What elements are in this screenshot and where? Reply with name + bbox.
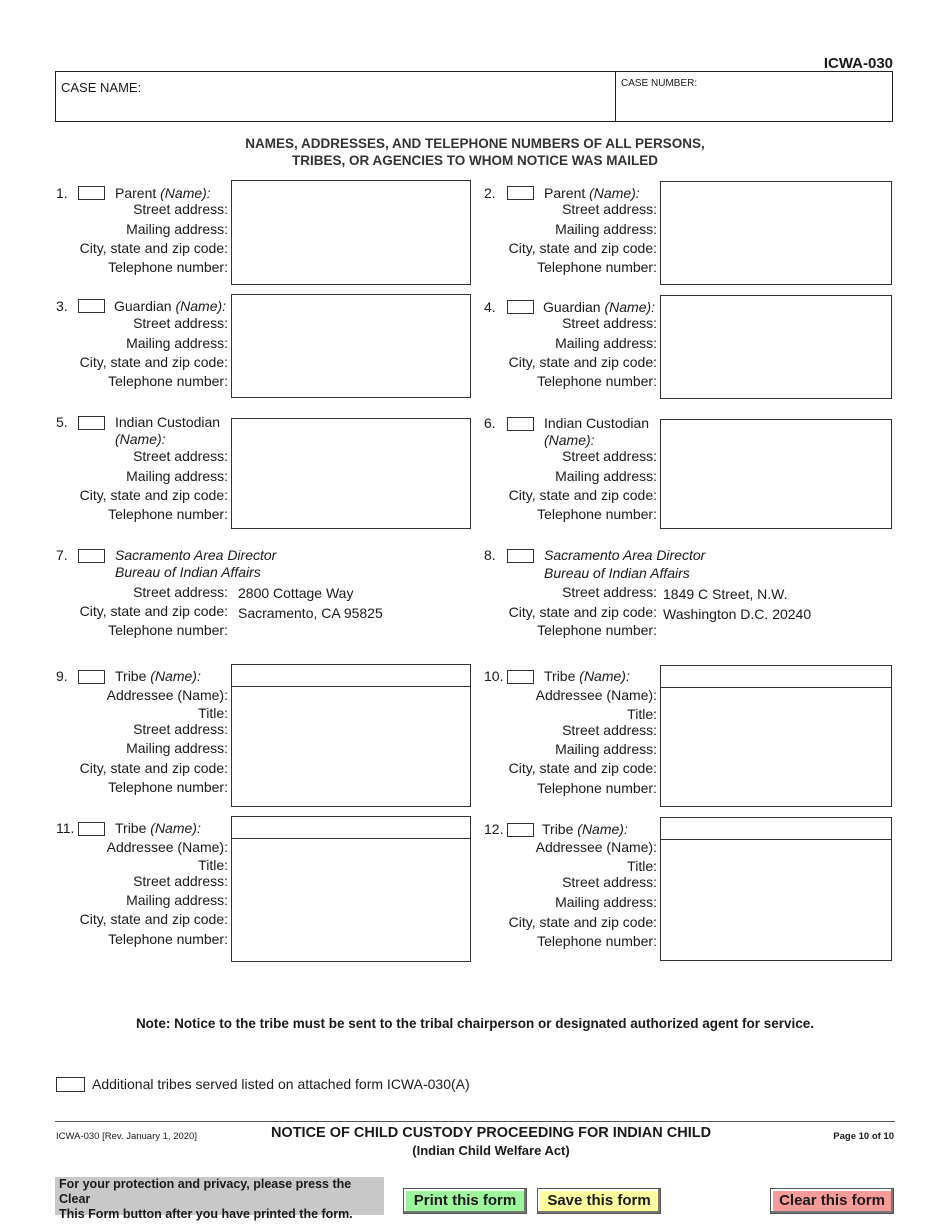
entry-checkbox[interactable] bbox=[507, 823, 534, 837]
case-name-label: CASE NAME: bbox=[61, 80, 142, 95]
entry-title: Indian Custodian bbox=[115, 414, 221, 430]
privacy-line2: This Form button after you have printed the form. bbox=[59, 1207, 353, 1221]
entry-number: 2. bbox=[484, 185, 496, 201]
city-label: City, state and zip code: bbox=[508, 760, 657, 776]
street-label: Street address: bbox=[562, 315, 657, 331]
mailing-label: Mailing address: bbox=[555, 894, 657, 910]
tribe-field-box[interactable] bbox=[660, 665, 892, 807]
street-label: Street address: bbox=[562, 722, 657, 738]
entry-checkbox[interactable] bbox=[507, 186, 534, 200]
city-label: City, state and zip code: bbox=[79, 760, 228, 776]
title-label: Title: bbox=[627, 706, 657, 722]
entry-title: Tribe (Name): bbox=[544, 668, 630, 684]
addressee-label: Addressee (Name): bbox=[535, 687, 657, 703]
address-field-box[interactable] bbox=[660, 419, 892, 529]
city-label: City, state and zip code: bbox=[79, 354, 228, 370]
page-number: Page 10 of 10 bbox=[833, 1131, 894, 1142]
form-title: NOTICE OF CHILD CUSTODY PROCEEDING FOR INDIAN CHILD bbox=[270, 1125, 712, 1141]
mailing-label: Mailing address: bbox=[126, 892, 228, 908]
entry-title: Tribe (Name): bbox=[115, 668, 201, 684]
street-label: Street address: bbox=[133, 873, 228, 889]
entry-number: 7. bbox=[56, 547, 68, 563]
clear-form-button[interactable]: Clear this form bbox=[770, 1188, 894, 1214]
city-label: City, state and zip code: bbox=[508, 914, 657, 930]
tribe-notice-note: Note: Notice to the tribe must be sent to the tribal chairperson or designated authorized agent for service. bbox=[135, 1016, 815, 1031]
section-heading-line1: NAMES, ADDRESSES, AND TELEPHONE NUMBERS OF ALL PERSONS, bbox=[245, 136, 705, 151]
street-label: Street address: bbox=[562, 584, 657, 600]
street-value: 1849 C Street, N.W. bbox=[663, 586, 788, 602]
entry-title-line2: Bureau of Indian Affairs bbox=[115, 564, 261, 580]
telephone-label: Telephone number: bbox=[108, 259, 228, 275]
entry-checkbox[interactable] bbox=[78, 299, 105, 313]
street-label: Street address: bbox=[133, 448, 228, 464]
city-label: City, state and zip code: bbox=[508, 487, 657, 503]
title-label: Title: bbox=[627, 858, 657, 874]
address-field-box[interactable] bbox=[231, 180, 471, 285]
telephone-label: Telephone number: bbox=[108, 779, 228, 795]
entry-number: 3. bbox=[56, 298, 68, 314]
mailing-label: Mailing address: bbox=[126, 468, 228, 484]
entry-number: 10. bbox=[484, 668, 504, 684]
entry-checkbox[interactable] bbox=[507, 417, 534, 431]
additional-tribes-checkbox[interactable] bbox=[56, 1077, 85, 1092]
entry-number: 1. bbox=[56, 185, 68, 201]
entry-checkbox[interactable] bbox=[507, 670, 534, 684]
entry-checkbox[interactable] bbox=[78, 416, 105, 430]
entry-name-hint: (Name): bbox=[544, 432, 595, 448]
telephone-label: Telephone number: bbox=[108, 931, 228, 947]
title-label: Title: bbox=[198, 705, 228, 721]
entry-number: 5. bbox=[56, 414, 68, 430]
entry-number: 9. bbox=[56, 668, 68, 684]
street-label: Street address: bbox=[133, 315, 228, 331]
entry-number: 6. bbox=[484, 415, 496, 431]
mailing-label: Mailing address: bbox=[555, 468, 657, 484]
entry-checkbox[interactable] bbox=[507, 300, 534, 314]
mailing-label: Mailing address: bbox=[126, 740, 228, 756]
city-label: City, state and zip code: bbox=[508, 240, 657, 256]
entry-number: 4. bbox=[484, 299, 496, 315]
city-label: City, state and zip code: bbox=[79, 240, 228, 256]
entry-number: 12. bbox=[484, 821, 504, 837]
entry-title: Parent (Name): bbox=[544, 185, 640, 201]
addressee-label: Addressee (Name): bbox=[535, 839, 657, 855]
entry-title: Sacramento Area Director bbox=[544, 547, 706, 563]
telephone-label: Telephone number: bbox=[537, 506, 657, 522]
street-label: Street address: bbox=[562, 448, 657, 464]
city-label: City, state and zip code: bbox=[79, 487, 228, 503]
city-value: Washington D.C. 20240 bbox=[663, 606, 812, 622]
entry-title: Indian Custodian bbox=[544, 415, 650, 431]
address-field-box[interactable] bbox=[660, 295, 892, 399]
entry-checkbox[interactable] bbox=[78, 822, 105, 836]
street-label: Street address: bbox=[133, 721, 228, 737]
case-header-box bbox=[55, 71, 893, 122]
telephone-label: Telephone number: bbox=[537, 780, 657, 796]
footer-divider bbox=[55, 1121, 895, 1122]
telephone-label: Telephone number: bbox=[108, 622, 228, 638]
title-label: Title: bbox=[198, 857, 228, 873]
entry-number: 8. bbox=[484, 547, 496, 563]
addressee-label: Addressee (Name): bbox=[106, 839, 228, 855]
mailing-label: Mailing address: bbox=[126, 221, 228, 237]
mailing-label: Mailing address: bbox=[555, 335, 657, 351]
entry-checkbox[interactable] bbox=[78, 670, 105, 684]
mailing-label: Mailing address: bbox=[555, 221, 657, 237]
telephone-label: Telephone number: bbox=[537, 933, 657, 949]
entry-title: Guardian (Name): bbox=[114, 298, 227, 314]
telephone-label: Telephone number: bbox=[108, 373, 228, 389]
form-revision: ICWA-030 [Rev. January 1, 2020] bbox=[56, 1131, 197, 1142]
city-label: City, state and zip code: bbox=[508, 354, 657, 370]
entry-title: Tribe (Name): bbox=[115, 820, 201, 836]
street-label: Street address: bbox=[133, 584, 228, 600]
tribe-field-box[interactable] bbox=[660, 817, 892, 961]
entry-checkbox[interactable] bbox=[507, 549, 534, 563]
entry-title-line2: Bureau of Indian Affairs bbox=[544, 565, 690, 581]
entry-checkbox[interactable] bbox=[78, 549, 105, 563]
address-field-box[interactable] bbox=[231, 294, 471, 398]
city-value: Sacramento, CA 95825 bbox=[238, 605, 383, 621]
entry-title: Tribe (Name): bbox=[542, 821, 628, 837]
entry-title: Sacramento Area Director bbox=[115, 547, 277, 563]
street-label: Street address: bbox=[562, 874, 657, 890]
case-number-label: CASE NUMBER: bbox=[621, 78, 698, 89]
entry-title: Guardian (Name): bbox=[543, 299, 656, 315]
privacy-notice bbox=[55, 1177, 384, 1221]
mailing-label: Mailing address: bbox=[555, 741, 657, 757]
additional-tribes-label: Additional tribes served listed on attached form ICWA-030(A) bbox=[92, 1076, 470, 1092]
address-field-box[interactable] bbox=[660, 181, 892, 285]
telephone-label: Telephone number: bbox=[537, 373, 657, 389]
street-value: 2800 Cottage Way bbox=[238, 585, 354, 601]
mailing-label: Mailing address: bbox=[126, 335, 228, 351]
print-form-button[interactable]: Print this form bbox=[403, 1188, 527, 1214]
form-id: ICWA-030 bbox=[823, 55, 893, 72]
addressee-label: Addressee (Name): bbox=[106, 687, 228, 703]
telephone-label: Telephone number: bbox=[537, 259, 657, 275]
entry-number: 11. bbox=[56, 820, 75, 836]
privacy-line1: For your protection and privacy, please press the Clear bbox=[59, 1177, 352, 1206]
telephone-label: Telephone number: bbox=[537, 622, 657, 638]
entry-checkbox[interactable] bbox=[78, 186, 105, 200]
form-subtitle: (Indian Child Welfare Act) bbox=[412, 1143, 570, 1158]
save-form-button[interactable]: Save this form bbox=[537, 1188, 661, 1214]
entry-name-hint: (Name): bbox=[115, 431, 166, 447]
street-label: Street address: bbox=[562, 201, 657, 217]
city-label: City, state and zip code: bbox=[79, 911, 228, 927]
tribe-field-box[interactable] bbox=[231, 816, 471, 962]
city-label: City, state and zip code: bbox=[508, 604, 657, 620]
section-heading-line2: TRIBES, OR AGENCIES TO WHOM NOTICE WAS MAILED bbox=[291, 153, 658, 168]
address-field-box[interactable] bbox=[231, 418, 471, 529]
entry-title: Parent (Name): bbox=[115, 185, 211, 201]
tribe-field-box[interactable] bbox=[231, 664, 471, 807]
city-label: City, state and zip code: bbox=[79, 603, 228, 619]
telephone-label: Telephone number: bbox=[108, 506, 228, 522]
street-label: Street address: bbox=[133, 201, 228, 217]
